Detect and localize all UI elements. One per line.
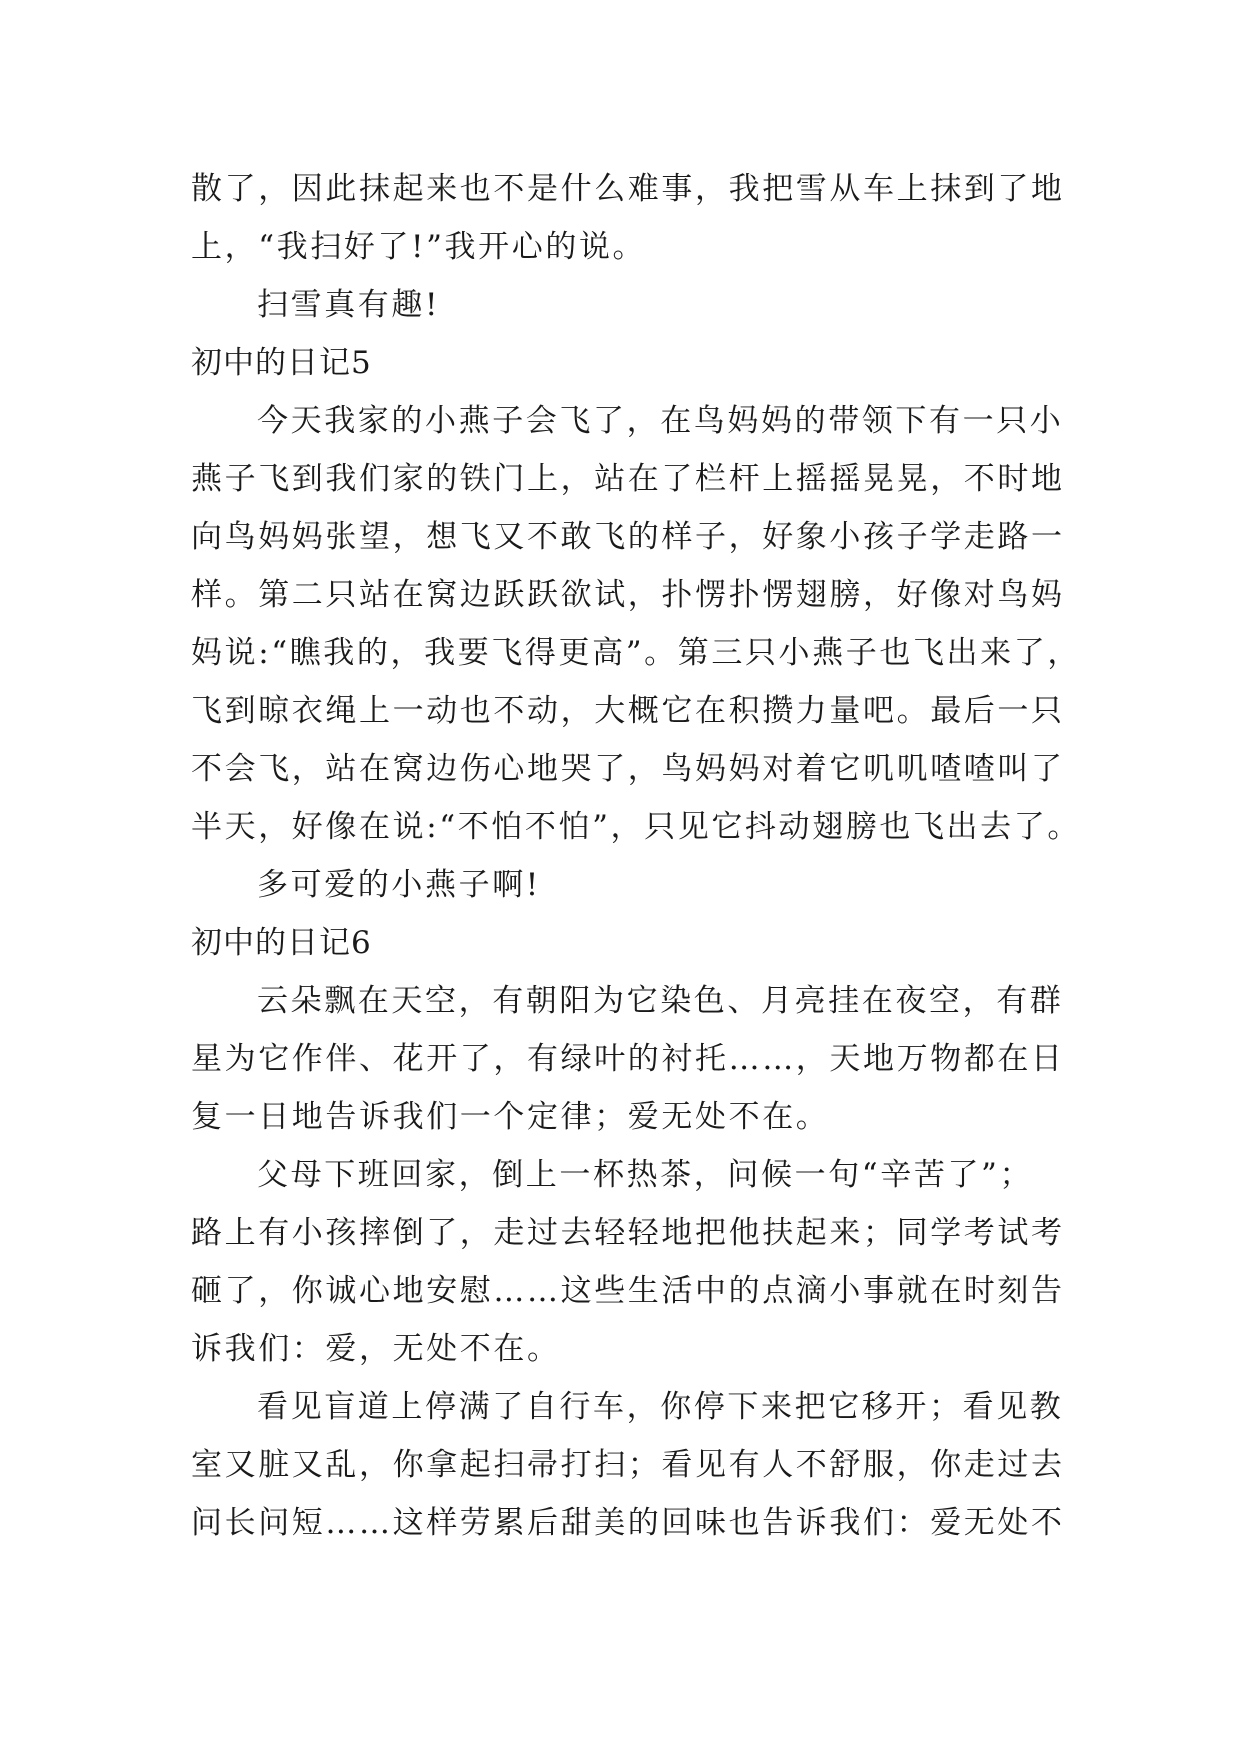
text-line: 半天，好像在说:“不怕不怕”，只见它抖动翅膀也飞出去了。 <box>191 809 1081 845</box>
text-line: 散了，因此抹起来也不是什么难事，我把雪从车上抹到了地 <box>191 171 1065 207</box>
text-line: 今天我家的小燕子会飞了，在鸟妈妈的带领下有一只小 <box>257 403 1064 439</box>
diary-5-title: 初中的日记5 <box>191 345 372 381</box>
text-line: 复一日地告诉我们一个定律；爱无处不在。 <box>191 1099 830 1135</box>
text-line: 云朵飘在天空，有朝阳为它染色、月亮挂在夜空，有群 <box>257 983 1064 1019</box>
text-line: 上，“我扫好了!”我开心的说。 <box>191 229 647 265</box>
text-line: 飞到晾衣绳上一动也不动，大概它在积攒力量吧。最后一只 <box>191 693 1065 729</box>
text-line: 问长问短……这样劳累后甜美的回味也告诉我们：爱无处不 <box>191 1505 1065 1541</box>
paragraph-snow-sweeping-ending <box>191 160 1065 276</box>
text-line: 路上有小孩摔倒了，走过去轻轻地把他扶起来；同学考试考 <box>191 1215 1065 1251</box>
text-line: 室又脏又乱，你拿起扫帚打扫；看见有人不舒服，你走过去 <box>191 1447 1065 1483</box>
document-body <box>191 160 1081 1552</box>
text-line: 燕子飞到我们家的铁门上，站在了栏杆上摇摇晃晃，不时地 <box>191 461 1065 497</box>
text-line: 多可爱的小燕子啊! <box>257 867 541 903</box>
text-line: 向鸟妈妈张望，想飞又不敢飞的样子，好象小孩子学走路一 <box>191 519 1065 555</box>
text-line: 星为它作伴、花开了，有绿叶的衬托……，天地万物都在日 <box>191 1041 1065 1077</box>
paragraph-helping-others <box>191 1378 1065 1552</box>
text-line: 砸了，你诚心地安慰……这些生活中的点滴小事就在时刻告 <box>191 1273 1065 1309</box>
text-line: 样。第二只站在窝边跃跃欲试，扑愣扑愣翅膀，好像对鸟妈 <box>191 577 1065 613</box>
text-line: 妈说:“瞧我的，我要飞得更高”。第三只小燕子也飞出来了， <box>191 635 1081 671</box>
text-line: 不会飞，站在窝边伤心地哭了，鸟妈妈对着它叽叽喳喳叫了 <box>191 751 1065 787</box>
paragraph-love-everywhere-intro <box>191 972 1065 1146</box>
paragraph-daily-kindness <box>191 1146 1065 1378</box>
text-line: 看见盲道上停满了自行车，你停下来把它移开；看见教 <box>257 1389 1064 1425</box>
text-line: 扫雪真有趣! <box>257 287 441 323</box>
text-line: 诉我们：爱，无处不在。 <box>191 1331 561 1367</box>
diary-6-title: 初中的日记6 <box>191 925 372 961</box>
paragraph-snow-conclusion <box>191 276 1049 334</box>
paragraph-swallows-conclusion <box>191 856 1049 914</box>
text-line: 父母下班回家，倒上一杯热茶，问候一句“辛苦了”； <box>257 1157 1034 1193</box>
paragraph-swallows <box>191 392 1081 856</box>
